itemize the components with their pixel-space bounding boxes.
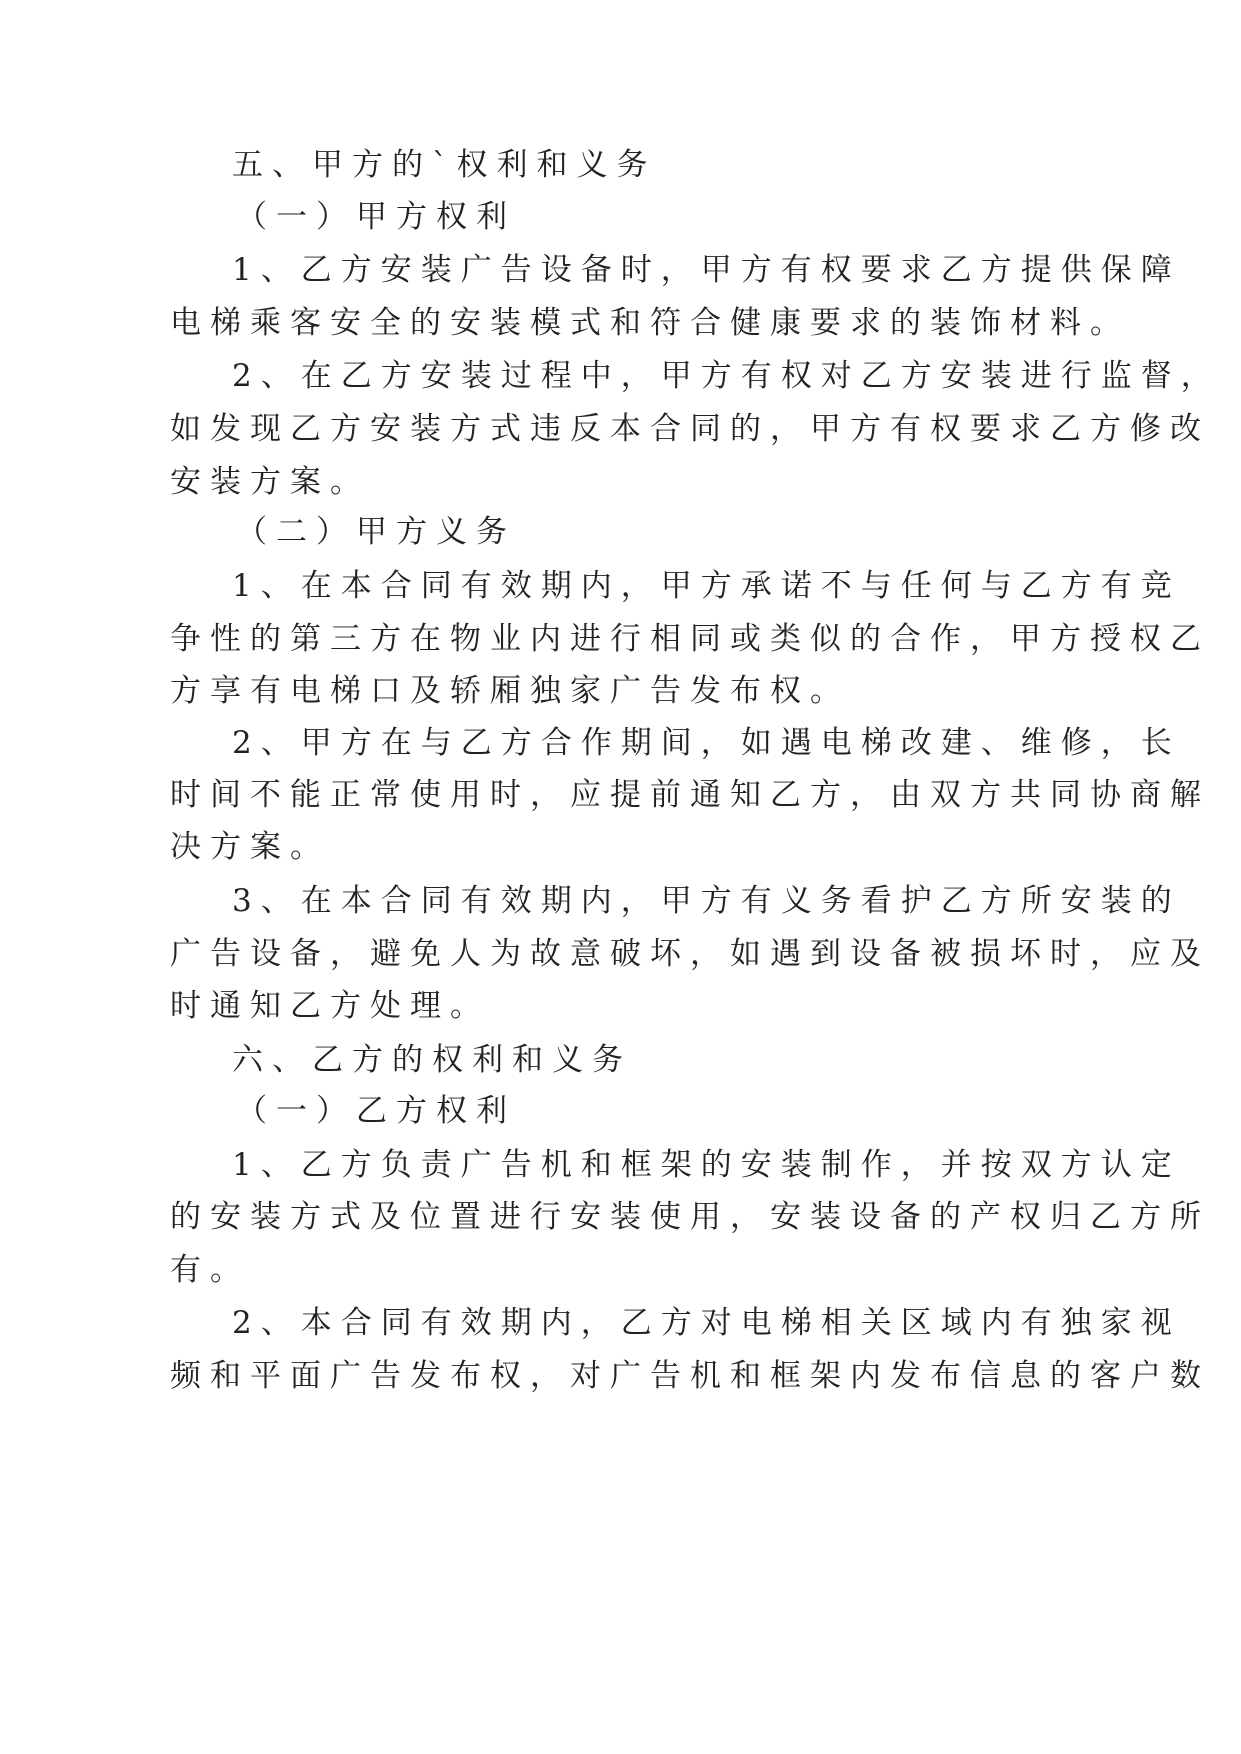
paragraph-line: 1、乙方安装广告设备时，甲方有权要求乙方提供保障 [232, 252, 1181, 288]
paragraph-line: 决方案。 [170, 829, 330, 865]
heading-section-5: 五、甲方的`权利和义务 [232, 147, 657, 183]
paragraph-line: 方享有电梯口及轿厢独家广告发布权。 [170, 673, 850, 709]
paragraph-line: 3、在本合同有效期内，甲方有义务看护乙方所安装的 [232, 883, 1181, 919]
paragraph-line: 时通知乙方处理。 [170, 988, 490, 1024]
paragraph-line: 1、在本合同有效期内，甲方承诺不与任何与乙方有竞 [232, 568, 1181, 604]
subheading-party-a-rights: （一）甲方权利 [236, 199, 516, 235]
paragraph-line: 的安装方式及位置进行安装使用，安装设备的产权归乙方所 [170, 1199, 1210, 1235]
paragraph-line: 1、乙方负责广告机和框架的安装制作，并按双方认定 [232, 1147, 1181, 1183]
heading-section-6: 六、乙方的权利和义务 [232, 1042, 632, 1078]
paragraph-line: 2、在乙方安装过程中，甲方有权对乙方安装进行监督， [232, 358, 1221, 394]
paragraph-line: 电梯乘客安全的安装模式和符合健康要求的装饰材料。 [170, 305, 1130, 341]
paragraph-line: 时间不能正常使用时，应提前通知乙方，由双方共同协商解 [170, 777, 1210, 813]
paragraph-line: 2、甲方在与乙方合作期间，如遇电梯改建、维修，长 [232, 725, 1181, 761]
paragraph-line: 争性的第三方在物业内进行相同或类似的合作，甲方授权乙 [170, 621, 1210, 657]
paragraph-line: 广告设备，避免人为故意破坏，如遇到设备被损坏时，应及 [170, 936, 1210, 972]
paragraph-line: 有。 [170, 1252, 250, 1288]
paragraph-line: 2、本合同有效期内，乙方对电梯相关区域内有独家视 [232, 1305, 1181, 1341]
paragraph-line: 如发现乙方安装方式违反本合同的，甲方有权要求乙方修改 [170, 411, 1210, 447]
subheading-party-a-obligations: （二）甲方义务 [236, 514, 516, 550]
subheading-party-b-rights: （一）乙方权利 [236, 1093, 516, 1129]
paragraph-line: 频和平面广告发布权，对广告机和框架内发布信息的客户数 [170, 1358, 1210, 1394]
paragraph-line: 安装方案。 [170, 464, 370, 500]
